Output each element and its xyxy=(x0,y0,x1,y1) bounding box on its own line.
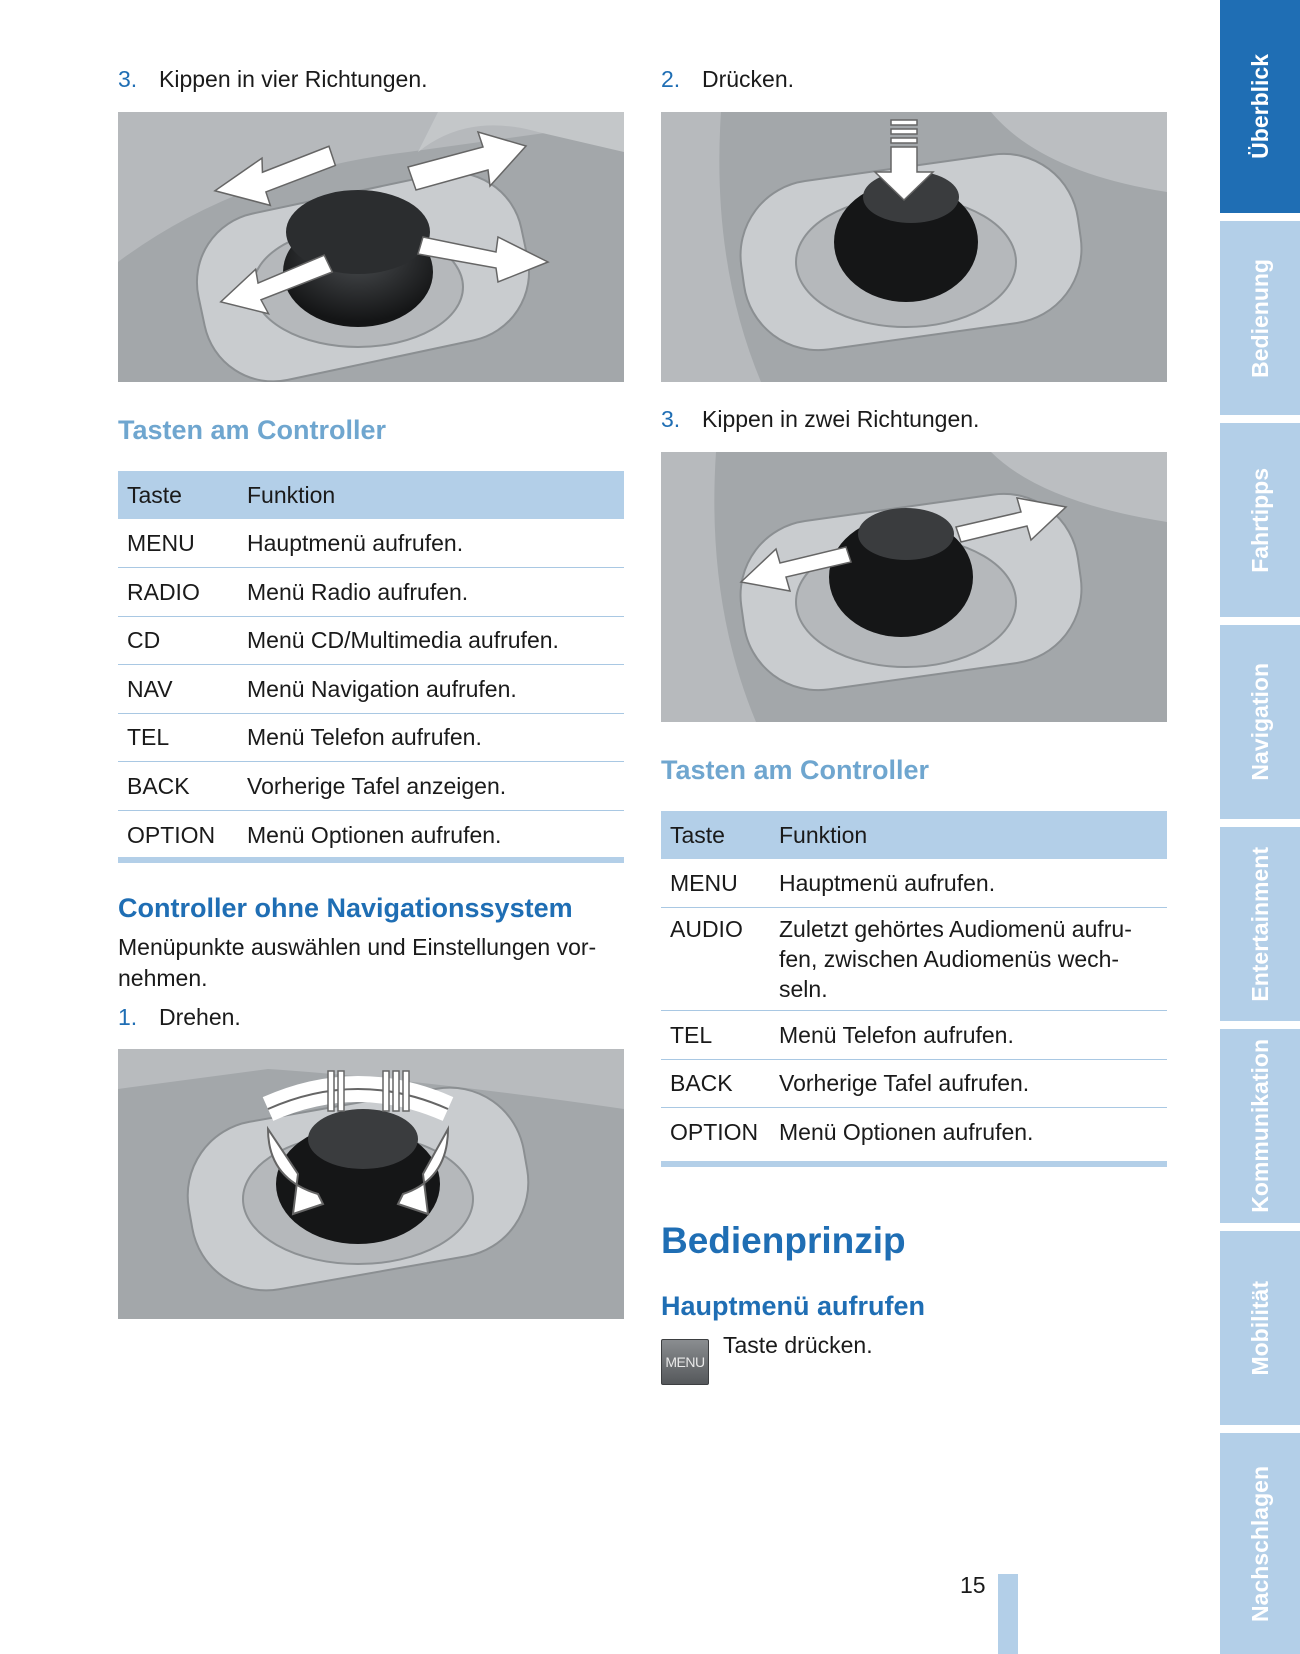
key-cell: BACK xyxy=(661,1059,770,1108)
page-number: 15 xyxy=(960,1572,986,1598)
function-cell: Menü Navigation aufrufen. xyxy=(238,665,624,714)
table-row xyxy=(661,1059,1167,1108)
table-row xyxy=(118,568,624,617)
step-tilt-four: 3. Kippen in vier Richtungen. xyxy=(118,66,428,92)
function-cell: Menü Telefon aufrufen. xyxy=(770,1011,1167,1060)
controller-rotate-image xyxy=(118,1049,624,1319)
table-end-bar xyxy=(118,857,624,863)
function-cell: Menü Optionen aufrufen. xyxy=(247,821,502,848)
table-row xyxy=(118,810,624,859)
function-cell: Vorherige Tafel anzeigen. xyxy=(238,762,624,811)
tab-bedienung[interactable]: Bedienung xyxy=(1220,221,1300,415)
table-header xyxy=(661,811,1167,859)
function-cell: Vorherige Tafel aufrufen. xyxy=(770,1059,1167,1108)
header-function: Funktion xyxy=(238,471,624,519)
menu-key-icon: MENU xyxy=(661,1339,709,1385)
page-number-bar xyxy=(998,1574,1018,1654)
function-cell: Menü CD/Multimedia aufrufen. xyxy=(238,616,624,665)
table-row xyxy=(118,762,624,811)
function-cell: Hauptmenü aufrufen. xyxy=(238,519,624,568)
step-press: 2. Drücken. xyxy=(661,66,795,92)
controller-press-image xyxy=(661,112,1167,382)
controller-tilt-four-image xyxy=(118,112,624,382)
table-row xyxy=(661,908,1167,1011)
left-keys-table xyxy=(118,471,624,859)
key-cell: AUDIO xyxy=(661,908,770,1011)
function-cell: Menü Telefon aufrufen. xyxy=(238,713,624,762)
tab-ueberblick[interactable]: Überblick xyxy=(1220,0,1300,213)
tab-entertainment[interactable]: Entertainment xyxy=(1220,827,1300,1021)
chapter-sidebar xyxy=(1220,0,1300,1654)
tab-navigation[interactable]: Navigation xyxy=(1220,625,1300,819)
key-cell: OPTION xyxy=(127,821,216,848)
header-key: Taste xyxy=(661,811,770,859)
left-section-title: Tasten am Controller xyxy=(118,415,387,445)
controller-tilt-two-image xyxy=(661,452,1167,722)
right-section-title: Tasten am Controller xyxy=(661,755,930,785)
right-keys-table xyxy=(661,811,1167,1156)
step-rotate: 1. Drehen. xyxy=(118,1004,241,1030)
table-header xyxy=(118,471,624,519)
tab-kommunikation[interactable]: Kommunikation xyxy=(1220,1029,1300,1223)
key-cell: OPTION xyxy=(670,1119,759,1145)
tab-mobilitaet[interactable]: Mobilität xyxy=(1220,1231,1300,1425)
table-row xyxy=(661,859,1167,908)
step-tilt-two: 3. Kippen in zwei Richtungen. xyxy=(661,406,980,432)
key-cell: CD xyxy=(118,616,238,665)
table-row xyxy=(661,1011,1167,1060)
table-end-bar xyxy=(661,1161,1167,1167)
main-heading: Bedienprinzip xyxy=(661,1220,906,1261)
key-cell: BACK xyxy=(118,762,238,811)
key-cell: MENU xyxy=(118,519,238,568)
key-cell: TEL xyxy=(118,713,238,762)
controller-section-title: Controller ohne Navigationssystem xyxy=(118,893,573,923)
table-row xyxy=(118,616,624,665)
tab-nachschlagen[interactable]: Nachschlagen xyxy=(1220,1433,1300,1654)
function-cell: Hauptmenü aufrufen. xyxy=(770,859,1167,908)
function-cell: Menü Radio aufrufen. xyxy=(238,568,624,617)
table-row xyxy=(661,1108,1167,1157)
table-row xyxy=(118,665,624,714)
key-cell: MENU xyxy=(661,859,770,908)
key-cell: NAV xyxy=(118,665,238,714)
table-row xyxy=(118,519,624,568)
tab-fahrtipps[interactable]: Fahrtipps xyxy=(1220,423,1300,617)
function-cell: Menü Optionen aufrufen. xyxy=(779,1119,1034,1145)
sub-heading: Hauptmenü aufrufen xyxy=(661,1291,926,1321)
key-cell: TEL xyxy=(661,1011,770,1060)
key-cell: RADIO xyxy=(118,568,238,617)
controller-description: Menüpunkte auswählen und Einstellungen vor-nehmen. xyxy=(118,934,597,991)
function-cell: Zuletzt gehörtes Audiomenü aufru-fen, zwischen Audiomenüs wech-seln. xyxy=(770,908,1167,1011)
table-row xyxy=(118,713,624,762)
menu-key-text: Taste drücken. xyxy=(723,1332,873,1358)
header-function: Funktion xyxy=(770,811,1167,859)
header-key: Taste xyxy=(118,471,238,519)
